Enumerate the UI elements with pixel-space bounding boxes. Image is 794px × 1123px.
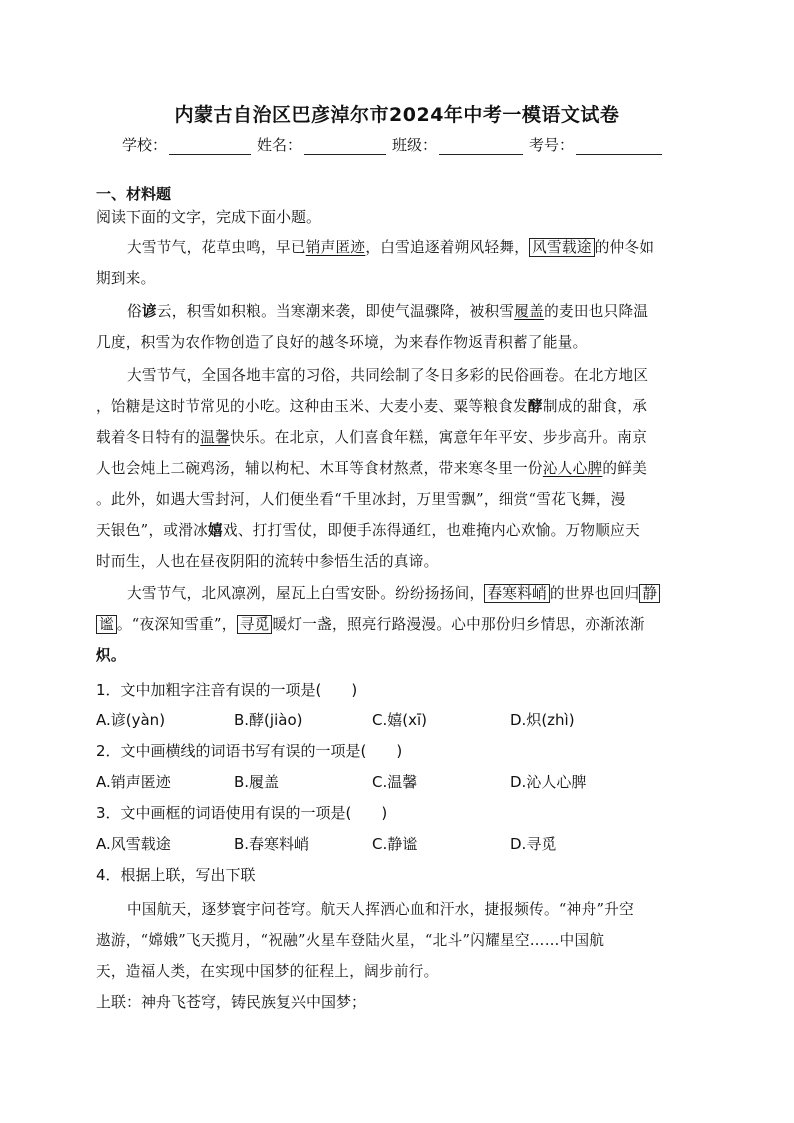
underlined-word: 沁人心脾 <box>542 460 603 477</box>
text: 戏、打打雪仗，即便手冻得通红，也难掩内心欢愉。万物顺应天 <box>222 522 640 539</box>
name-label: 姓名： <box>257 136 303 154</box>
boxed-word: 谧 <box>96 615 117 634</box>
option-c[interactable]: C.静谧 <box>372 835 418 853</box>
name-field[interactable] <box>304 137 386 155</box>
passage-line: 天，造福人类，在实现中国梦的征程上，阔步前行。 <box>96 963 439 980</box>
option-a[interactable]: A.谚(yàn) <box>96 711 166 729</box>
passage-line: 大雪节气，全国各地丰富的习俗，共同绘制了冬日多彩的民俗画卷。在北方地区 <box>127 367 649 384</box>
passage-line <box>96 457 647 478</box>
passage-line: 炽。 <box>96 647 126 664</box>
passage-line: 期到来。 <box>96 270 156 287</box>
option-b[interactable]: B.春寒料峭 <box>234 835 310 853</box>
text: 大雪节气，花草虫鸣，早已 <box>127 239 306 256</box>
instructions: 阅读下面的文字，完成下面小题。 <box>96 208 322 226</box>
school-label: 学校： <box>122 136 168 154</box>
text: ，饴糖是这时节常见的小吃。这种由玉米、大麦小麦、粟等粮食发 <box>96 398 528 415</box>
boxed-word: 静 <box>639 584 660 603</box>
question-2: 2．文中画横线的词语书写有误的一项是( ) <box>96 742 403 760</box>
underlined-word: 履盖 <box>514 303 545 320</box>
bold-char: 酵 <box>527 398 543 415</box>
option-d[interactable]: D.寻觅 <box>510 835 557 853</box>
passage-line <box>127 300 648 321</box>
class-label: 班级： <box>392 136 438 154</box>
text: 的鲜美 <box>602 460 648 477</box>
class-field[interactable] <box>439 137 523 155</box>
option-b[interactable]: B.酵(jiào) <box>234 711 303 729</box>
question-4: 4．根据上联，写出下联 <box>96 866 256 884</box>
option-c[interactable]: C.嬉(xī) <box>372 711 427 729</box>
number-label: 考号： <box>529 136 575 154</box>
passage-line: 。此外，如遇大雪封河，人们便坐看“千里冰封，万里雪飘”，细赏“雪花飞舞，漫 <box>96 491 626 508</box>
text: 俗 <box>127 303 142 320</box>
bold-char: 嬉 <box>208 522 223 539</box>
page-title: 内蒙古自治区巴彦淖尔市2024年中考一模语文试卷 <box>174 104 620 126</box>
option-d[interactable]: D.炽(zhì) <box>510 711 575 729</box>
text: 云，积雪如积粮。当寒潮来袭，即使气温骤降，被积雪 <box>156 303 515 320</box>
section-heading: 一、材料题 <box>96 185 172 203</box>
passage-line <box>96 395 647 416</box>
underlined-word: 温馨 <box>200 429 231 446</box>
passage-line: 几度，积雪为农作物创造了良好的越冬环境，为来春作物返青积蓄了能量。 <box>96 334 588 351</box>
question-3: 3．文中画框的词语使用有误的一项是( ) <box>96 804 388 822</box>
text: 制成的甜食，承 <box>542 398 648 415</box>
option-a[interactable]: A.风雪载途 <box>96 835 171 853</box>
text: 。“夜深知雪重”， <box>116 616 237 633</box>
passage-line <box>96 613 645 634</box>
passage-line <box>127 582 660 603</box>
school-field[interactable] <box>169 137 251 155</box>
text: 的麦田也只降温 <box>544 303 649 320</box>
text: 大雪节气，北风凛冽，屋瓦上白雪安卧。纷纷扬扬间， <box>127 585 485 602</box>
number-field[interactable] <box>576 137 662 155</box>
option-b[interactable]: B.履盖 <box>234 773 280 791</box>
passage-line: 遨游，“嫦娥”飞天揽月，“祝融”火星车登陆火星，“北斗”闪耀星空……中国航 <box>96 932 605 949</box>
passage-line: 中国航天，逐梦寰宇问苍穹。航天人挥洒心血和汗水，捷报频传。“神舟”升空 <box>127 901 635 918</box>
underlined-word: 销声匿迹 <box>305 239 366 256</box>
bold-char: 谚 <box>141 303 157 320</box>
option-c[interactable]: C.温馨 <box>372 773 418 791</box>
boxed-word: 风雪载途 <box>529 238 595 257</box>
text: 快乐。在北京，人们喜食年糕，寓意年年平安、步步高升。南京 <box>230 429 648 446</box>
text: 人也会炖上二碗鸡汤，辅以枸杞、木耳等食材熬煮，带来寒冬里一份 <box>96 460 543 477</box>
question-1: 1．文中加粗字注音有误的一项是( ) <box>96 681 358 699</box>
text: 的世界也回归 <box>550 585 640 602</box>
couplet-first-line: 上联：神舟飞苍穹，铸民族复兴中国梦； <box>96 993 367 1011</box>
passage-line <box>96 519 640 540</box>
option-a[interactable]: A.销声匿迹 <box>96 773 171 791</box>
text: 载着冬日特有的 <box>96 429 201 446</box>
boxed-word: 春寒料峭 <box>484 584 550 603</box>
passage-line <box>127 236 654 257</box>
passage-line <box>96 426 647 447</box>
passage-line: 时而生，人也在昼夜阴阳的流转中参悟生活的真谛。 <box>96 553 439 570</box>
text: 天银色”，或滑冰 <box>96 522 209 539</box>
boxed-word: 寻觅 <box>237 615 273 634</box>
text: ，白雪追逐着朔风轻舞， <box>365 239 530 256</box>
option-d[interactable]: D.沁人心脾 <box>510 773 587 791</box>
text: 的仲冬如 <box>594 239 655 256</box>
student-info-row <box>122 134 668 155</box>
text: 暖灯一盏，照亮行路漫漫。心中那份归乡情思，亦渐浓渐 <box>272 616 645 633</box>
